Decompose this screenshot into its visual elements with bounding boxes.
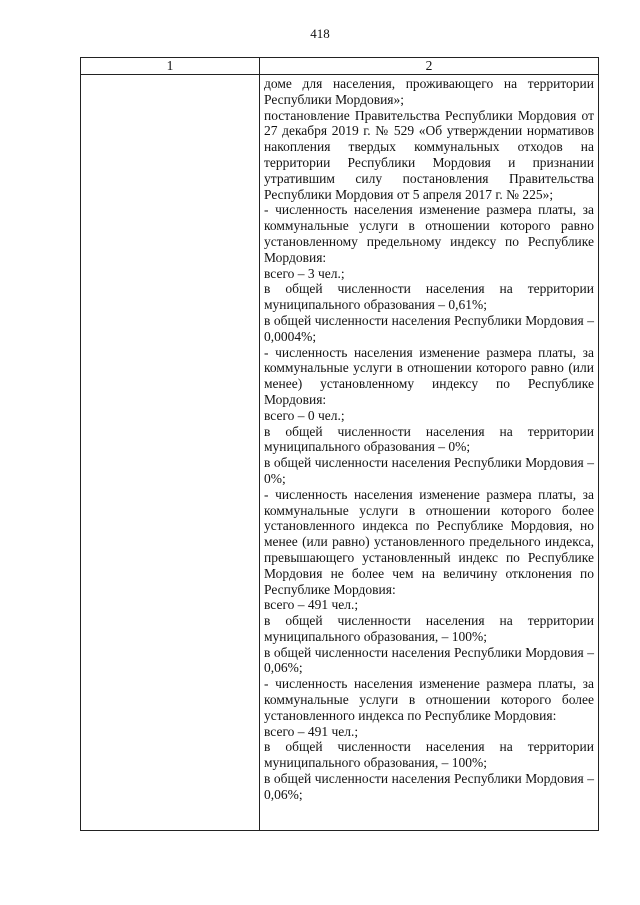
text-paragraph: в общей численности населения Республики Мордовия – 0%; — [264, 455, 594, 486]
text-paragraph: в общей численности населения Республики Мордовия – 0,06%; — [264, 771, 594, 802]
column-1-cell — [81, 75, 260, 831]
text-paragraph: всего – 3 чел.; — [264, 265, 345, 281]
text-paragraph: в общей численности населения Республики Мордовия – 0,0004%; — [264, 312, 594, 344]
text-paragraph: - численность населения изменение размера платы, за коммунальные услуги в отношении которого равно установленному предельному индексу по Республике Мордовия: — [264, 202, 594, 265]
text-paragraph: в общей численности населения на территории муниципального образования, – 100%; — [264, 613, 594, 644]
text-paragraph: в общей численности населения на территории муниципального образования, – 100%; — [264, 739, 594, 771]
table-row — [81, 75, 599, 831]
text-paragraph: всего – 491 чел.; — [264, 723, 359, 739]
text-paragraph: всего – 0 чел.; — [264, 407, 345, 423]
text-paragraph: - численность населения изменение размера платы, за коммунальные услуги в отношении которого более установленного индекса по Республике Мордовия: — [264, 676, 594, 723]
column-2-text — [260, 75, 598, 830]
text-paragraph: постановление Правительства Республики Мордовия от 27 декабря 2019 г. № 529 «Об утверждении нормативов накопления твердых коммунальных отходов на территории Республики Мордовия и признании утратившим силу постановления Правительства Республики Мордовия от 5 апреля 2017 г. № 225»; — [264, 107, 594, 202]
text-paragraph: в общей численности населения на территории муниципального образования – 0%; — [264, 423, 594, 455]
column-2-cell — [260, 75, 599, 831]
text-paragraph: доме для населения, проживающего на территории Республики Мордовия»; — [264, 76, 594, 107]
column-header-1: 1 — [81, 58, 260, 75]
text-paragraph: всего – 491 чел.; — [264, 597, 359, 613]
document-table — [80, 57, 599, 831]
text-paragraph: - численность населения изменение размера платы, за коммунальные услуги в отношении которого более установленного индекса по Республике Мордовия, но менее (или равно) установленного предельного индекса, превышающего установленный индекс по Республике Мордовия не более чем на величину отклонения по Республике Мордовия: — [264, 486, 594, 597]
page-number: 418 — [310, 26, 330, 41]
text-paragraph: в общей численности населения на территории муниципального образования – 0,61%; — [264, 281, 594, 313]
text-paragraph: в общей численности населения Республики Мордовия – 0,06%; — [264, 644, 594, 676]
column-header-2: 2 — [260, 58, 599, 75]
table-header-row — [81, 58, 599, 75]
text-paragraph: - численность населения изменение размера платы, за коммунальные услуги в отношении которого равно (или менее) установленному индексу по Республике Мордовия: — [264, 344, 594, 407]
